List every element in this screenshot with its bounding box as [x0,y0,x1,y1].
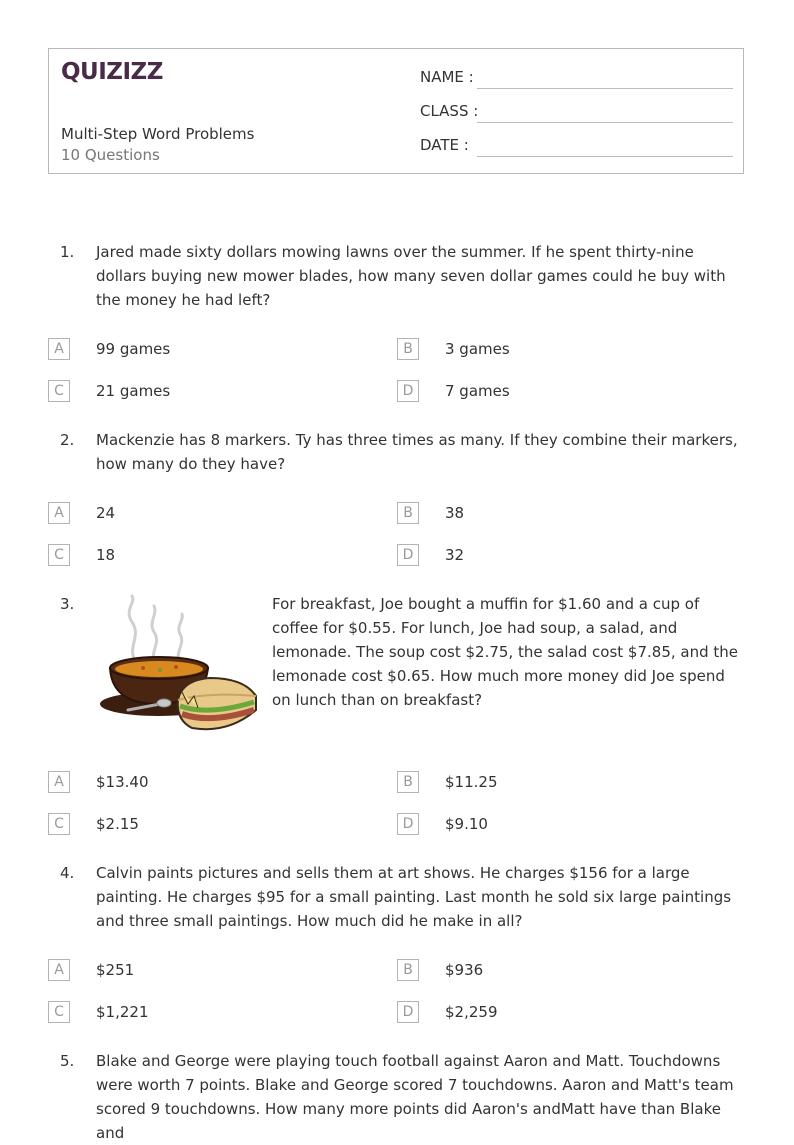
option-text: 24 [96,504,116,522]
option-letter: C [48,380,70,402]
soup-and-sandwich-illustration [98,592,260,738]
option-letter: A [48,502,70,524]
option-text: 32 [445,546,465,564]
option-text: $2.15 [96,815,139,833]
option-letter: A [48,771,70,793]
worksheet-header [48,48,744,174]
name-label: NAME : [420,68,474,86]
option-letter: B [397,771,419,793]
question-text: Jared made sixty dollars mowing lawns over the summer. If he spent thirty-nine dollars buying new mower blades, how many seven dollar games could he buy with the money he had left? [96,243,726,309]
option-text: $13.40 [96,773,149,791]
date-field[interactable] [477,156,733,157]
option-letter: D [397,380,419,402]
option-text: $1,221 [96,1003,149,1021]
question-number: 1. [60,243,75,261]
option-text: 18 [96,546,116,564]
option-letter: D [397,544,419,566]
option-letter: C [48,1001,70,1023]
option-letter: A [48,338,70,360]
option-text: $11.25 [445,773,498,791]
option-letter: B [397,502,419,524]
option-text: $251 [96,961,135,979]
option-letter: B [397,959,419,981]
option-text: $9.10 [445,815,488,833]
option-text: $2,259 [445,1003,498,1021]
option-letter: D [397,813,419,835]
option-text: 99 games [96,340,171,358]
question-number: 3. [60,595,75,613]
quizizz-logo: QUIZIZZ [61,59,163,85]
question-text: Blake and George were playing touch football against Aaron and Matt. Touchdowns were worth 7 points. Blake and George scored 7 touchdowns. Aaron and Matt's team scored 9 touchdowns. How many more points did Aaron's andMatt have than Blake and [96,1052,734,1142]
question-text: Calvin paints pictures and sells them at art shows. He charges $156 for a large painting. He charges $95 for a small painting. Last month he sold six large paintings and three small paintings. How much did he make in all? [96,864,732,930]
option-letter: C [48,544,70,566]
option-letter: D [397,1001,419,1023]
question-text: Mackenzie has 8 markers. Ty has three times as many. If they combine their markers, how many do they have? [96,431,738,473]
option-letter: A [48,959,70,981]
option-letter: C [48,813,70,835]
class-label: CLASS : [420,102,479,120]
name-field[interactable] [477,88,733,89]
question-number: 5. [60,1052,75,1070]
question-text: For breakfast, Joe bought a muffin for $1.60 and a cup of coffee for $0.55. For lunch, Joe had soup, a salad, and lemonade. The soup cost $2.75, the salad cost $7.85, and the lemonade cost $0.65. How much more money did Joe spend on lunch than on breakfast? [272,595,739,709]
option-text: $936 [445,961,484,979]
option-text: 7 games [445,382,510,400]
option-text: 3 games [445,340,510,358]
option-text: 38 [445,504,465,522]
class-field[interactable] [477,122,733,123]
worksheet-title: Multi-Step Word Problems [61,125,255,143]
question-count: 10 Questions [61,146,160,164]
option-letter: B [397,338,419,360]
question-number: 4. [60,864,75,882]
date-label: DATE : [420,136,469,154]
option-text: 21 games [96,382,171,400]
question-number: 2. [60,431,75,449]
